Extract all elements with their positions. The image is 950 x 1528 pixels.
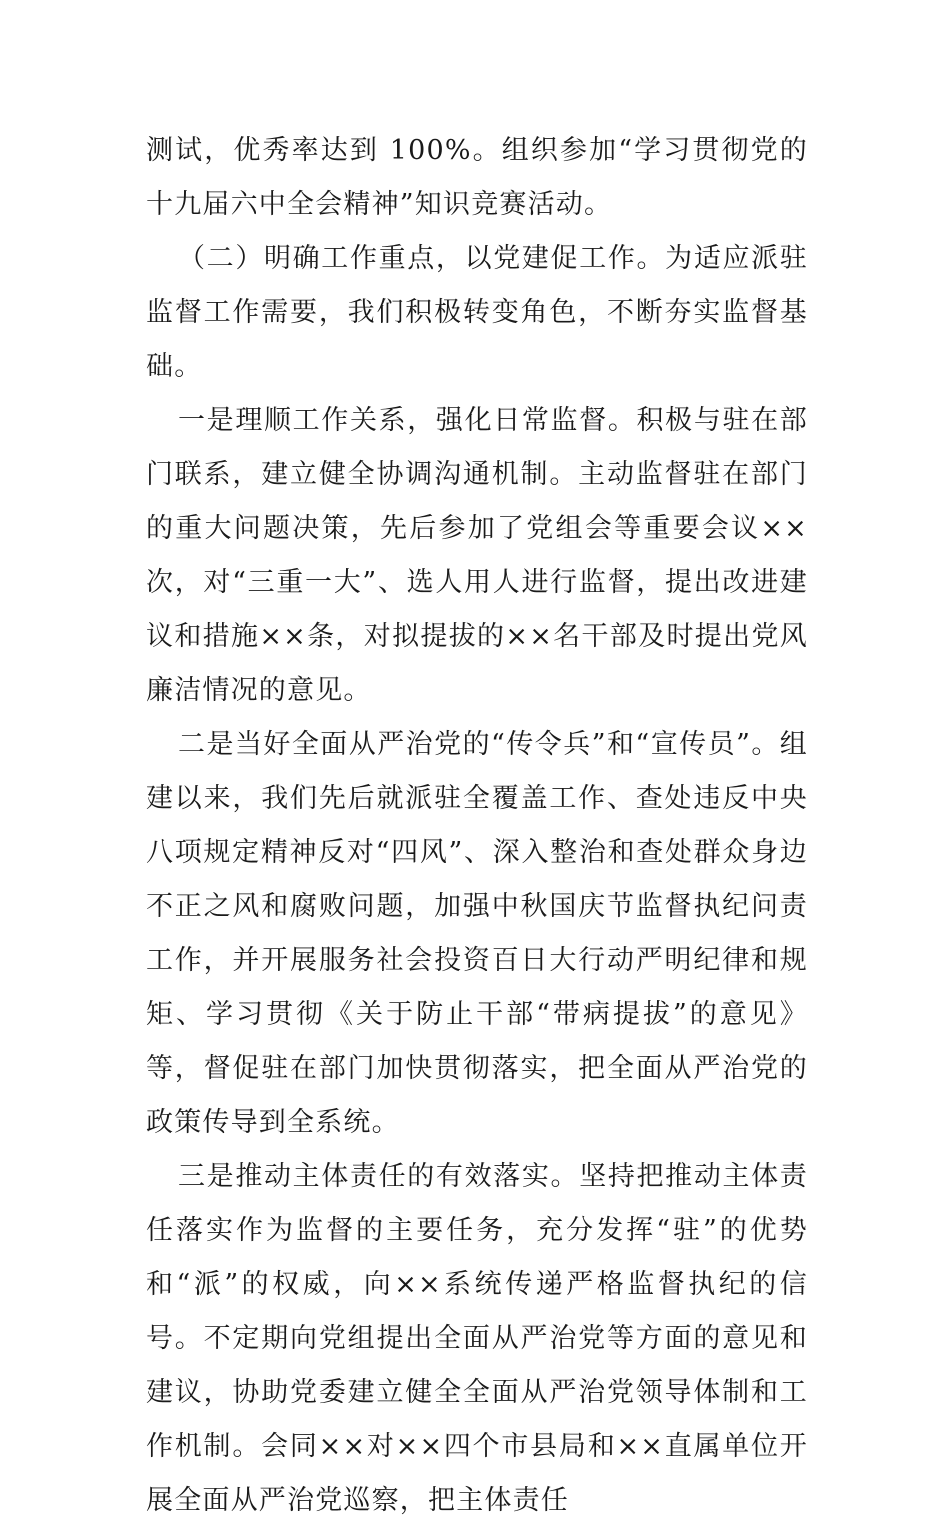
paragraph-5: 三是推动主体责任的有效落实。坚持把推动主体责任落实作为监督的主要任务，充分发挥“驻”的优势和“派”的权威，向××系统传递严格监督执纪的信号。不定期向党组提出全面从严治党等方面的意见和建议，协助党委建立健全全面从严治党领导体制和工作机制。会同××对××四个市县局和××直属单位开展全面从严治党巡察，把主体责任 xyxy=(146,1161,808,1516)
paragraph-2: （二）明确工作重点，以党建促工作。为适应派驻监督工作需要，我们积极转变角色，不断夯实监督基础。 xyxy=(146,243,808,382)
paragraph-1: 测试，优秀率达到 100%。组织参加“学习贯彻党的十九届六中全会精神”知识竞赛活动。 xyxy=(146,135,808,220)
document-body xyxy=(146,124,808,1528)
paragraph-4: 二是当好全面从严治党的“传令兵”和“宣传员”。组建以来，我们先后就派驻全覆盖工作、查处违反中央八项规定精神反对“四风”、深入整治和查处群众身边不正之风和腐败问题，加强中秋国庆节监督执纪问责工作，并开展服务社会投资百日大行动严明纪律和规矩、学习贯彻《关于防止干部“带病提拔”的意见》等，督促驻在部门加快贯彻落实，把全面从严治党的政策传导到全系统。 xyxy=(146,729,808,1138)
paragraph-3: 一是理顺工作关系，强化日常监督。积极与驻在部门联系，建立健全协调沟通机制。主动监督驻在部门的重大问题决策，先后参加了党组会等重要会议××次，对“三重一大”、选人用人进行监督，提出改进建议和措施××条，对拟提拔的××名干部及时提出党风廉洁情况的意见。 xyxy=(146,405,808,706)
